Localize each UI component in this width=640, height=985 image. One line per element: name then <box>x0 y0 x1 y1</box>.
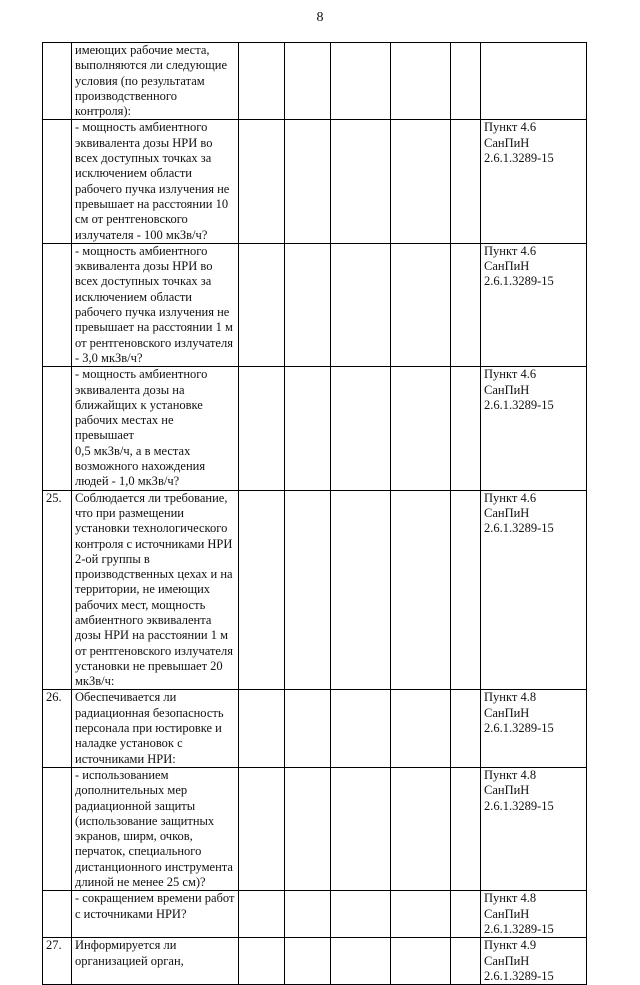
answer-cell[interactable] <box>451 938 481 985</box>
item-number <box>43 243 72 366</box>
item-number: 26. <box>43 690 72 767</box>
legal-reference: Пункт 4.6 СанПиН 2.6.1.3289-15 <box>481 120 587 243</box>
answer-cell[interactable] <box>391 367 451 490</box>
answer-cell[interactable] <box>451 767 481 890</box>
answer-cell[interactable] <box>331 938 391 985</box>
answer-cell[interactable] <box>239 938 285 985</box>
legal-reference: Пункт 4.9 СанПиН 2.6.1.3289-15 <box>481 938 587 985</box>
table-row <box>43 938 587 985</box>
answer-cell[interactable] <box>239 367 285 490</box>
answer-cell[interactable] <box>331 490 391 690</box>
answer-cell[interactable] <box>239 767 285 890</box>
answer-cell[interactable] <box>451 43 481 120</box>
table-row <box>43 243 587 366</box>
table-row <box>43 43 587 120</box>
answer-cell[interactable] <box>285 690 331 767</box>
answer-cell[interactable] <box>331 690 391 767</box>
legal-reference: Пункт 4.8 СанПиН 2.6.1.3289-15 <box>481 767 587 890</box>
answer-cell[interactable] <box>239 243 285 366</box>
answer-cell[interactable] <box>451 891 481 938</box>
answer-cell[interactable] <box>285 43 331 120</box>
requirement-text: - использованием дополнительных мер радиационной защиты (использование защитных экранов, ширм, очков, перчаток, специального дистанционного инструмента длиной не менее 25 см)? <box>72 767 239 890</box>
legal-reference <box>481 43 587 120</box>
answer-cell[interactable] <box>451 243 481 366</box>
answer-cell[interactable] <box>285 243 331 366</box>
item-number <box>43 43 72 120</box>
answer-cell[interactable] <box>239 43 285 120</box>
item-number: 25. <box>43 490 72 690</box>
requirement-text: - мощность амбиентного эквивалента дозы на ближайщих к установке рабочих местах не превышает 0,5 мкЗв/ч, а в местах возможного нахождения людей - 1,0 мкЗв/ч? <box>72 367 239 490</box>
answer-cell[interactable] <box>285 490 331 690</box>
answer-cell[interactable] <box>331 767 391 890</box>
answer-cell[interactable] <box>285 891 331 938</box>
requirement-text: - сокращением времени работ с источниками НРИ? <box>72 891 239 938</box>
answer-cell[interactable] <box>391 490 451 690</box>
answer-cell[interactable] <box>239 891 285 938</box>
answer-cell[interactable] <box>331 367 391 490</box>
answer-cell[interactable] <box>391 243 451 366</box>
answer-cell[interactable] <box>391 690 451 767</box>
answer-cell[interactable] <box>331 120 391 243</box>
answer-cell[interactable] <box>451 120 481 243</box>
page-number: 8 <box>316 10 324 25</box>
requirement-text: Информируется ли организацией орган, <box>72 938 239 985</box>
requirement-text: - мощность амбиентного эквивалента дозы НРИ во всех доступных точках за исключением области рабочего пучка излучения не превышает на расстоянии 10 см от рентгеновского излучателя - 100 мкЗв/ч? <box>72 120 239 243</box>
table-row <box>43 490 587 690</box>
answer-cell[interactable] <box>331 243 391 366</box>
requirement-text: имеющих рабочие места, выполняются ли следующие условия (по результатам производственного контроля): <box>72 43 239 120</box>
requirement-text: - мощность амбиентного эквивалента дозы НРИ во всех доступных точках за исключением области рабочего пучка излучения не превышает на расстоянии 1 м от рентгеновского излучателя - 3,0 мкЗв/ч? <box>72 243 239 366</box>
answer-cell[interactable] <box>391 938 451 985</box>
checklist-table <box>42 42 587 985</box>
item-number <box>43 367 72 490</box>
legal-reference: Пункт 4.6 СанПиН 2.6.1.3289-15 <box>481 490 587 690</box>
legal-reference: Пункт 4.8 СанПиН 2.6.1.3289-15 <box>481 690 587 767</box>
table-row <box>43 367 587 490</box>
legal-reference: Пункт 4.6 СанПиН 2.6.1.3289-15 <box>481 243 587 366</box>
table-row <box>43 120 587 243</box>
requirement-text: Обеспечивается ли радиационная безопасность персонала при юстировке и наладке установок с источниками НРИ: <box>72 690 239 767</box>
item-number <box>43 767 72 890</box>
answer-cell[interactable] <box>285 767 331 890</box>
legal-reference: Пункт 4.6 СанПиН 2.6.1.3289-15 <box>481 367 587 490</box>
answer-cell[interactable] <box>451 367 481 490</box>
answer-cell[interactable] <box>391 120 451 243</box>
answer-cell[interactable] <box>391 891 451 938</box>
legal-reference: Пункт 4.8 СанПиН 2.6.1.3289-15 <box>481 891 587 938</box>
item-number <box>43 891 72 938</box>
item-number <box>43 120 72 243</box>
answer-cell[interactable] <box>239 690 285 767</box>
answer-cell[interactable] <box>285 120 331 243</box>
table-row <box>43 767 587 890</box>
answer-cell[interactable] <box>331 891 391 938</box>
table-row <box>43 891 587 938</box>
answer-cell[interactable] <box>451 490 481 690</box>
answer-cell[interactable] <box>239 120 285 243</box>
item-number: 27. <box>43 938 72 985</box>
answer-cell[interactable] <box>331 43 391 120</box>
answer-cell[interactable] <box>391 767 451 890</box>
answer-cell[interactable] <box>391 43 451 120</box>
answer-cell[interactable] <box>285 367 331 490</box>
answer-cell[interactable] <box>239 490 285 690</box>
answer-cell[interactable] <box>451 690 481 767</box>
table-row <box>43 690 587 767</box>
requirement-text: Соблюдается ли требование, что при размещении установки технологического контроля с источниками НРИ 2-ой группы в производственных цехах и на территории, не имеющих рабочих мест, мощность амбиентного эквивалента дозы НРИ на расстоянии 1 м от рентгеновского излучателя установки не превышает 20 мкЗв/ч: <box>72 490 239 690</box>
answer-cell[interactable] <box>285 938 331 985</box>
